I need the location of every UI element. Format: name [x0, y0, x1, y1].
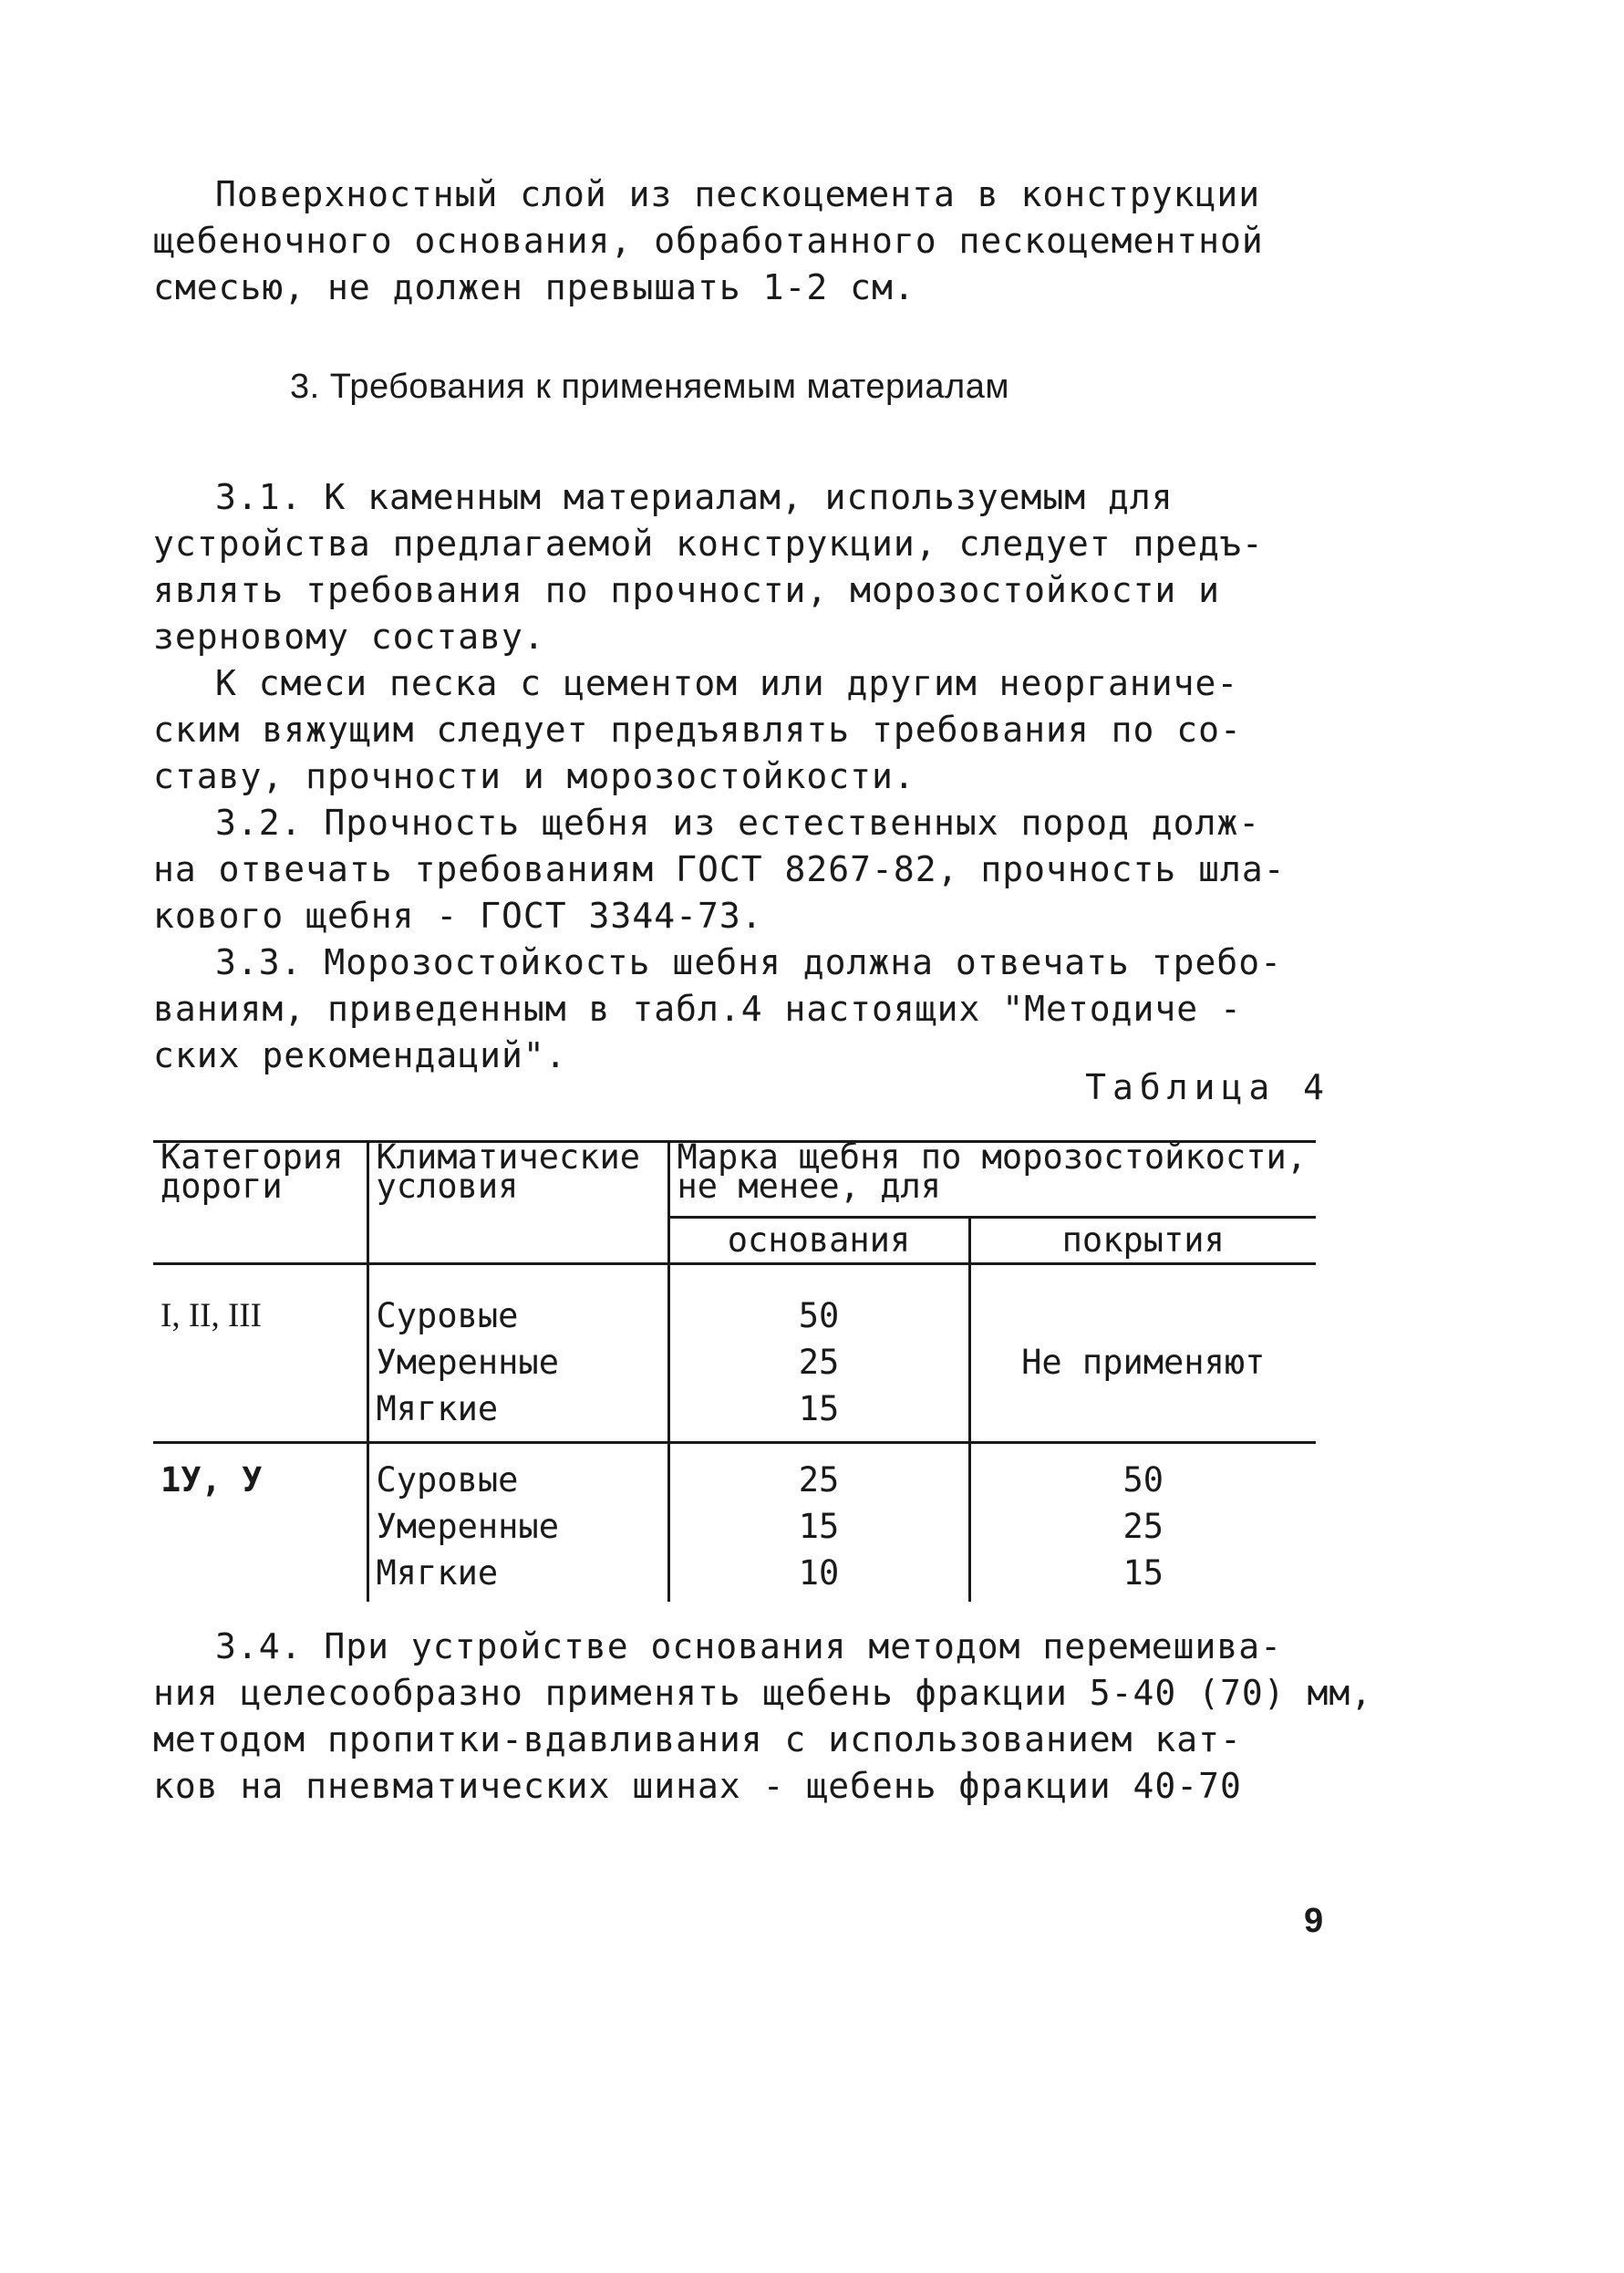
text-line: методом пропитки-вдавливания с использованием кат- — [153, 1719, 1242, 1759]
text-line: на отвечать требованиям ГОСТ 8267-82, прочность шла- — [153, 849, 1286, 889]
page-number: 9 — [1304, 1902, 1324, 1940]
header-grade: Марка щебня по морозостойкости, не менее, для — [668, 1142, 1316, 1218]
table-row — [153, 1264, 1316, 1443]
paragraph-3-4 — [153, 1624, 1373, 1810]
intro-paragraph — [153, 171, 1329, 311]
climate-cell — [367, 1443, 668, 1603]
section-heading: 3. Требования к применяемым материалам — [290, 368, 1009, 406]
text-line: ваниям, приведенным в табл.4 настоящих "Методиче - — [153, 989, 1242, 1029]
text-line: 3.4. При устройстве основания методом перемешива- — [215, 1626, 1283, 1666]
text-line: ния целесообразно применять щебень фракции 5-40 (70) мм, — [153, 1673, 1373, 1713]
climate-value: Умеренные — [376, 1343, 559, 1382]
text-line: устройства предлагаемой конструкции, следует предъ- — [153, 524, 1264, 564]
header-base: основания — [668, 1218, 969, 1264]
header-cover: покрытия — [969, 1218, 1316, 1264]
text-line: 3.1. К каменным материалам, используемым для — [215, 477, 1174, 517]
text-line: Поверхностный слой из пескоцемента в конструкции — [215, 174, 1261, 214]
text-line: ков на пневматических шинах - щебень фракции 40-70 — [153, 1766, 1242, 1806]
base-value: 25 — [798, 1343, 840, 1382]
base-value: 25 — [798, 1460, 840, 1500]
cover-cell — [969, 1443, 1316, 1603]
cover-note: Не применяют — [1021, 1343, 1266, 1382]
category-cell: I, II, III — [160, 1297, 262, 1334]
climate-value: Суровые — [376, 1460, 519, 1500]
base-value: 15 — [798, 1389, 840, 1428]
text-line: щебеночного основания, обработанного пескоцементной — [153, 221, 1264, 261]
base-cell — [668, 1264, 969, 1443]
cover-value: 50 — [1122, 1460, 1164, 1500]
table-row — [153, 1443, 1316, 1603]
cover-value: 15 — [1122, 1553, 1164, 1593]
text-line: 3.2. Прочность щебня из естественных пород долж- — [215, 803, 1261, 843]
climate-value: Суровые — [376, 1296, 519, 1335]
text-line: ских рекомендаций". — [153, 1035, 567, 1075]
paragraph-3-2 — [153, 800, 1329, 939]
paragraph-mix — [153, 660, 1329, 800]
base-value: 15 — [798, 1507, 840, 1546]
base-value: 10 — [798, 1553, 840, 1593]
text-line: являть требования по прочности, морозостойкости и — [153, 570, 1221, 610]
climate-value: Умеренные — [376, 1507, 559, 1546]
paragraph-3-1 — [153, 474, 1329, 660]
text-line: смесью, не должен превышать 1-2 см. — [153, 267, 915, 307]
header-climate: Климатические условия — [367, 1142, 668, 1264]
frost-resistance-table — [153, 1137, 1316, 1602]
climate-value: Мягкие — [376, 1553, 499, 1593]
cover-value: 25 — [1122, 1507, 1164, 1546]
climate-value: Мягкие — [376, 1389, 499, 1428]
header-category: Категория дороги — [153, 1142, 367, 1264]
base-cell — [668, 1443, 969, 1603]
text-line: К смеси песка с цементом или другим неорганиче- — [215, 663, 1239, 703]
base-value: 50 — [798, 1296, 840, 1335]
text-line: кового щебня - ГОСТ 3344-73. — [153, 896, 763, 936]
text-line: ским вяжущим следует предъявлять требования по со- — [153, 710, 1242, 750]
cover-cell — [969, 1264, 1316, 1443]
text-line: ставу, прочности и морозостойкости. — [153, 756, 915, 796]
text-line: зерновому составу. — [153, 617, 545, 657]
paragraph-3-3 — [153, 939, 1329, 1079]
category-cell: 1У, У — [153, 1443, 367, 1603]
table-caption: Таблица 4 — [1085, 1067, 1330, 1107]
climate-cell — [367, 1264, 668, 1443]
text-line: 3.3. Морозостойкость шебня должна отвечать требо- — [215, 942, 1283, 982]
